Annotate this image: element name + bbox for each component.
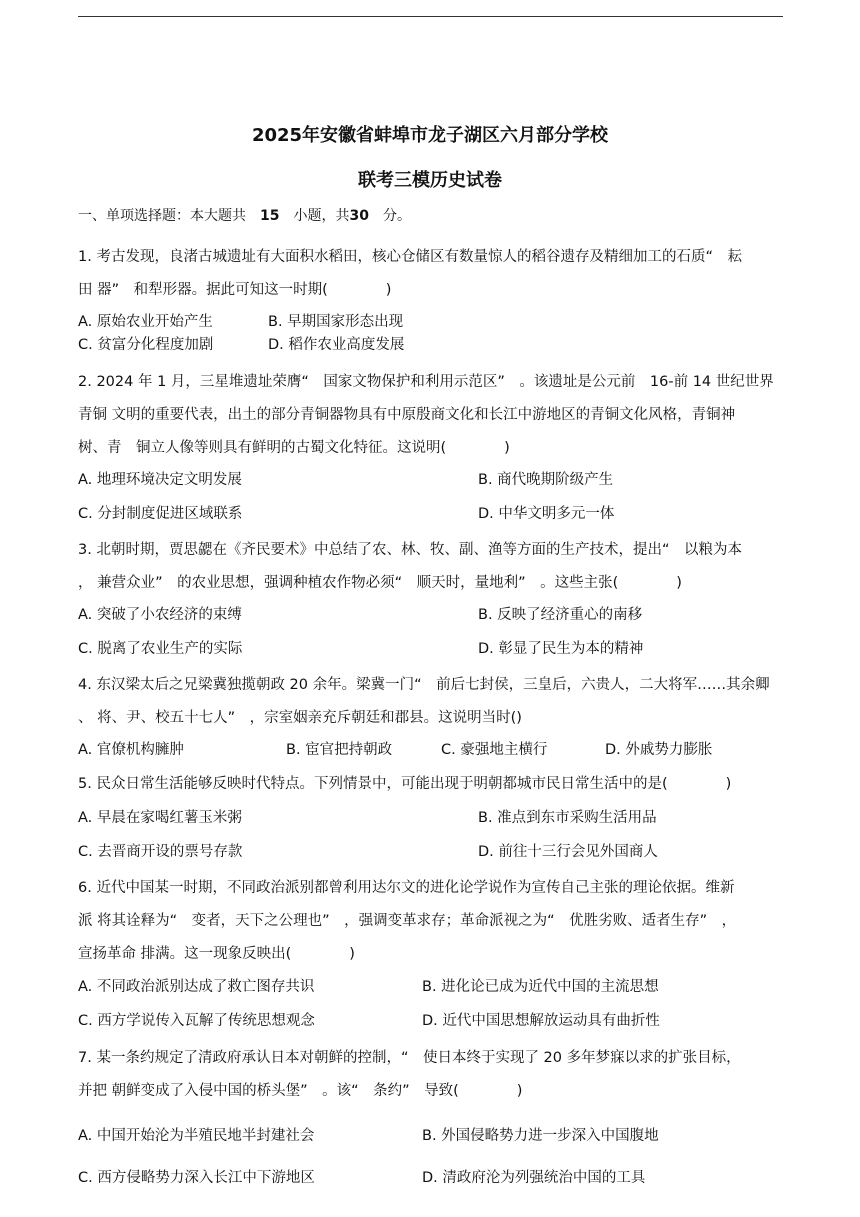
section-heading bbox=[78, 205, 411, 225]
question-6-line-3: 宣扬革命 排满。这一现象反映出( ) bbox=[78, 946, 355, 962]
question-4-line-1: 4. 东汉梁太后之兄梁冀独揽朝政 20 余年。梁冀一门“ 前后七封侯，三皇后，六贵人，二大将军……其余卿 bbox=[78, 677, 770, 693]
question-5-option-b[interactable]: B. 准点到东市采购生活用品 bbox=[478, 810, 657, 826]
section-prefix: 一、单项选择题：本大题共 bbox=[78, 208, 246, 224]
question-6-option-d[interactable]: D. 近代中国思想解放运动具有曲折性 bbox=[422, 1013, 660, 1029]
question-3-option-a[interactable]: A. 突破了小农经济的束缚 bbox=[78, 607, 242, 623]
question-2-line-2: 青铜 文明的重要代表，出土的部分青铜器物具有中原殷商文化和长江中游地区的青铜文化风格，青铜神 bbox=[78, 407, 736, 423]
question-1-option-c[interactable]: C. 贫富分化程度加剧 bbox=[78, 337, 214, 353]
question-2-option-c[interactable]: C. 分封制度促进区域联系 bbox=[78, 506, 243, 522]
question-4-option-c[interactable]: C. 豪强地主横行 bbox=[441, 742, 548, 758]
question-2-option-b[interactable]: B. 商代晚期阶级产生 bbox=[478, 472, 614, 488]
question-6-option-b[interactable]: B. 进化论已成为近代中国的主流思想 bbox=[422, 979, 659, 995]
section-suffix: 分。 bbox=[382, 208, 411, 224]
question-3-option-d[interactable]: D. 彰显了民生为本的精神 bbox=[478, 641, 644, 657]
exam-title-line2: 联考三模历史试卷 bbox=[358, 170, 502, 191]
exam-title-line1: 2025年安徽省蚌埠市龙子湖区六月部分学校 bbox=[251, 125, 609, 146]
question-1-option-d[interactable]: D. 稻作农业高度发展 bbox=[268, 337, 405, 353]
question-7-line-2: 并把 朝鲜变成了入侵中国的桥头堡” 。该“ 条约” 导致( ) bbox=[78, 1083, 523, 1099]
question-2-option-a[interactable]: A. 地理环境决定文明发展 bbox=[78, 472, 242, 488]
question-6-option-c[interactable]: C. 西方学说传入瓦解了传统思想观念 bbox=[78, 1013, 315, 1029]
question-3-option-c[interactable]: C. 脱离了农业生产的实际 bbox=[78, 641, 243, 657]
question-6-line-2: 派 将其诠释为“ 变者，天下之公理也” ，强调变革求存；革命派视之为“ 优胜劣败、适者生存” ， bbox=[78, 913, 737, 929]
top-rule bbox=[78, 16, 783, 17]
question-4-option-d[interactable]: D. 外戚势力膨胀 bbox=[605, 742, 713, 758]
question-4-line-2: 、 将、尹、校五十七人” ，宗室姻亲充斥朝廷和郡县。这说明当时() bbox=[78, 710, 522, 726]
question-5-line-1: 5. 民众日常生活能够反映时代特点。下列情景中，可能出现于明朝都城市民日常生活中的是( ) bbox=[78, 776, 732, 792]
question-6-option-a[interactable]: A. 不同政治派别达成了救亡图存共识 bbox=[78, 979, 315, 995]
section-mid: 小题，共 bbox=[293, 208, 350, 224]
question-2-line-1: 2. 2024 年 1 月，三星堆遗址荣膺“ 国家文物保护和利用示范区” 。该遗址是公元前 16-前 14 世纪世界 bbox=[78, 374, 774, 390]
section-count: 15 bbox=[260, 208, 280, 224]
question-5-option-d[interactable]: D. 前往十三行会见外国商人 bbox=[478, 844, 658, 860]
section-score: 30 bbox=[349, 208, 369, 224]
question-2-line-3: 树、青 铜立人像等则具有鲜明的古蜀文化特征。这说明( ) bbox=[78, 440, 510, 456]
question-4-option-a[interactable]: A. 官僚机构臃肿 bbox=[78, 742, 184, 758]
question-4-option-b[interactable]: B. 宦官把持朝政 bbox=[286, 742, 393, 758]
question-7-line-1: 7. 某一条约规定了清政府承认日本对朝鲜的控制，“ 使日本终于实现了 20 多年梦寐以求的扩张目标， bbox=[78, 1050, 741, 1066]
question-1-option-b[interactable]: B. 早期国家形态出现 bbox=[268, 314, 404, 330]
question-1-line-1: 1. 考古发现，良渚古城遗址有大面积水稻田，核心仓储区有数量惊人的稻谷遗存及精细加工的石质“ 耘 bbox=[78, 249, 742, 265]
question-5-option-c[interactable]: C. 去晋商开设的票号存款 bbox=[78, 844, 243, 860]
question-2-option-d[interactable]: D. 中华文明多元一体 bbox=[478, 506, 615, 522]
question-7-option-a[interactable]: A. 中国开始沦为半殖民地半封建社会 bbox=[78, 1128, 315, 1144]
question-3-line-1: 3. 北朝时期，贾思勰在《齐民要术》中总结了农、林、牧、副、渔等方面的生产技术，提出“ 以粮为本 bbox=[78, 542, 742, 558]
question-5-option-a[interactable]: A. 早晨在家喝红薯玉米粥 bbox=[78, 810, 242, 826]
question-7-option-b[interactable]: B. 外国侵略势力进一步深入中国腹地 bbox=[422, 1128, 659, 1144]
question-6-line-1: 6. 近代中国某一时期，不同政治派别都曾利用达尔文的进化论学说作为宣传自己主张的理论依据。维新 bbox=[78, 880, 735, 896]
question-1-line-2: 田 器” 和犁形器。据此可知这一时期( ) bbox=[78, 282, 392, 298]
question-7-option-d[interactable]: D. 清政府沦为列强统治中国的工具 bbox=[422, 1170, 646, 1186]
question-1-option-a[interactable]: A. 原始农业开始产生 bbox=[78, 314, 213, 330]
question-3-option-b[interactable]: B. 反映了经济重心的南移 bbox=[478, 607, 643, 623]
question-3-line-2: ， 兼营众业” 的农业思想，强调种植农作物必须“ 顺天时，量地利” 。这些主张( ) bbox=[78, 575, 682, 591]
question-7-option-c[interactable]: C. 西方侵略势力深入长江中下游地区 bbox=[78, 1170, 315, 1186]
